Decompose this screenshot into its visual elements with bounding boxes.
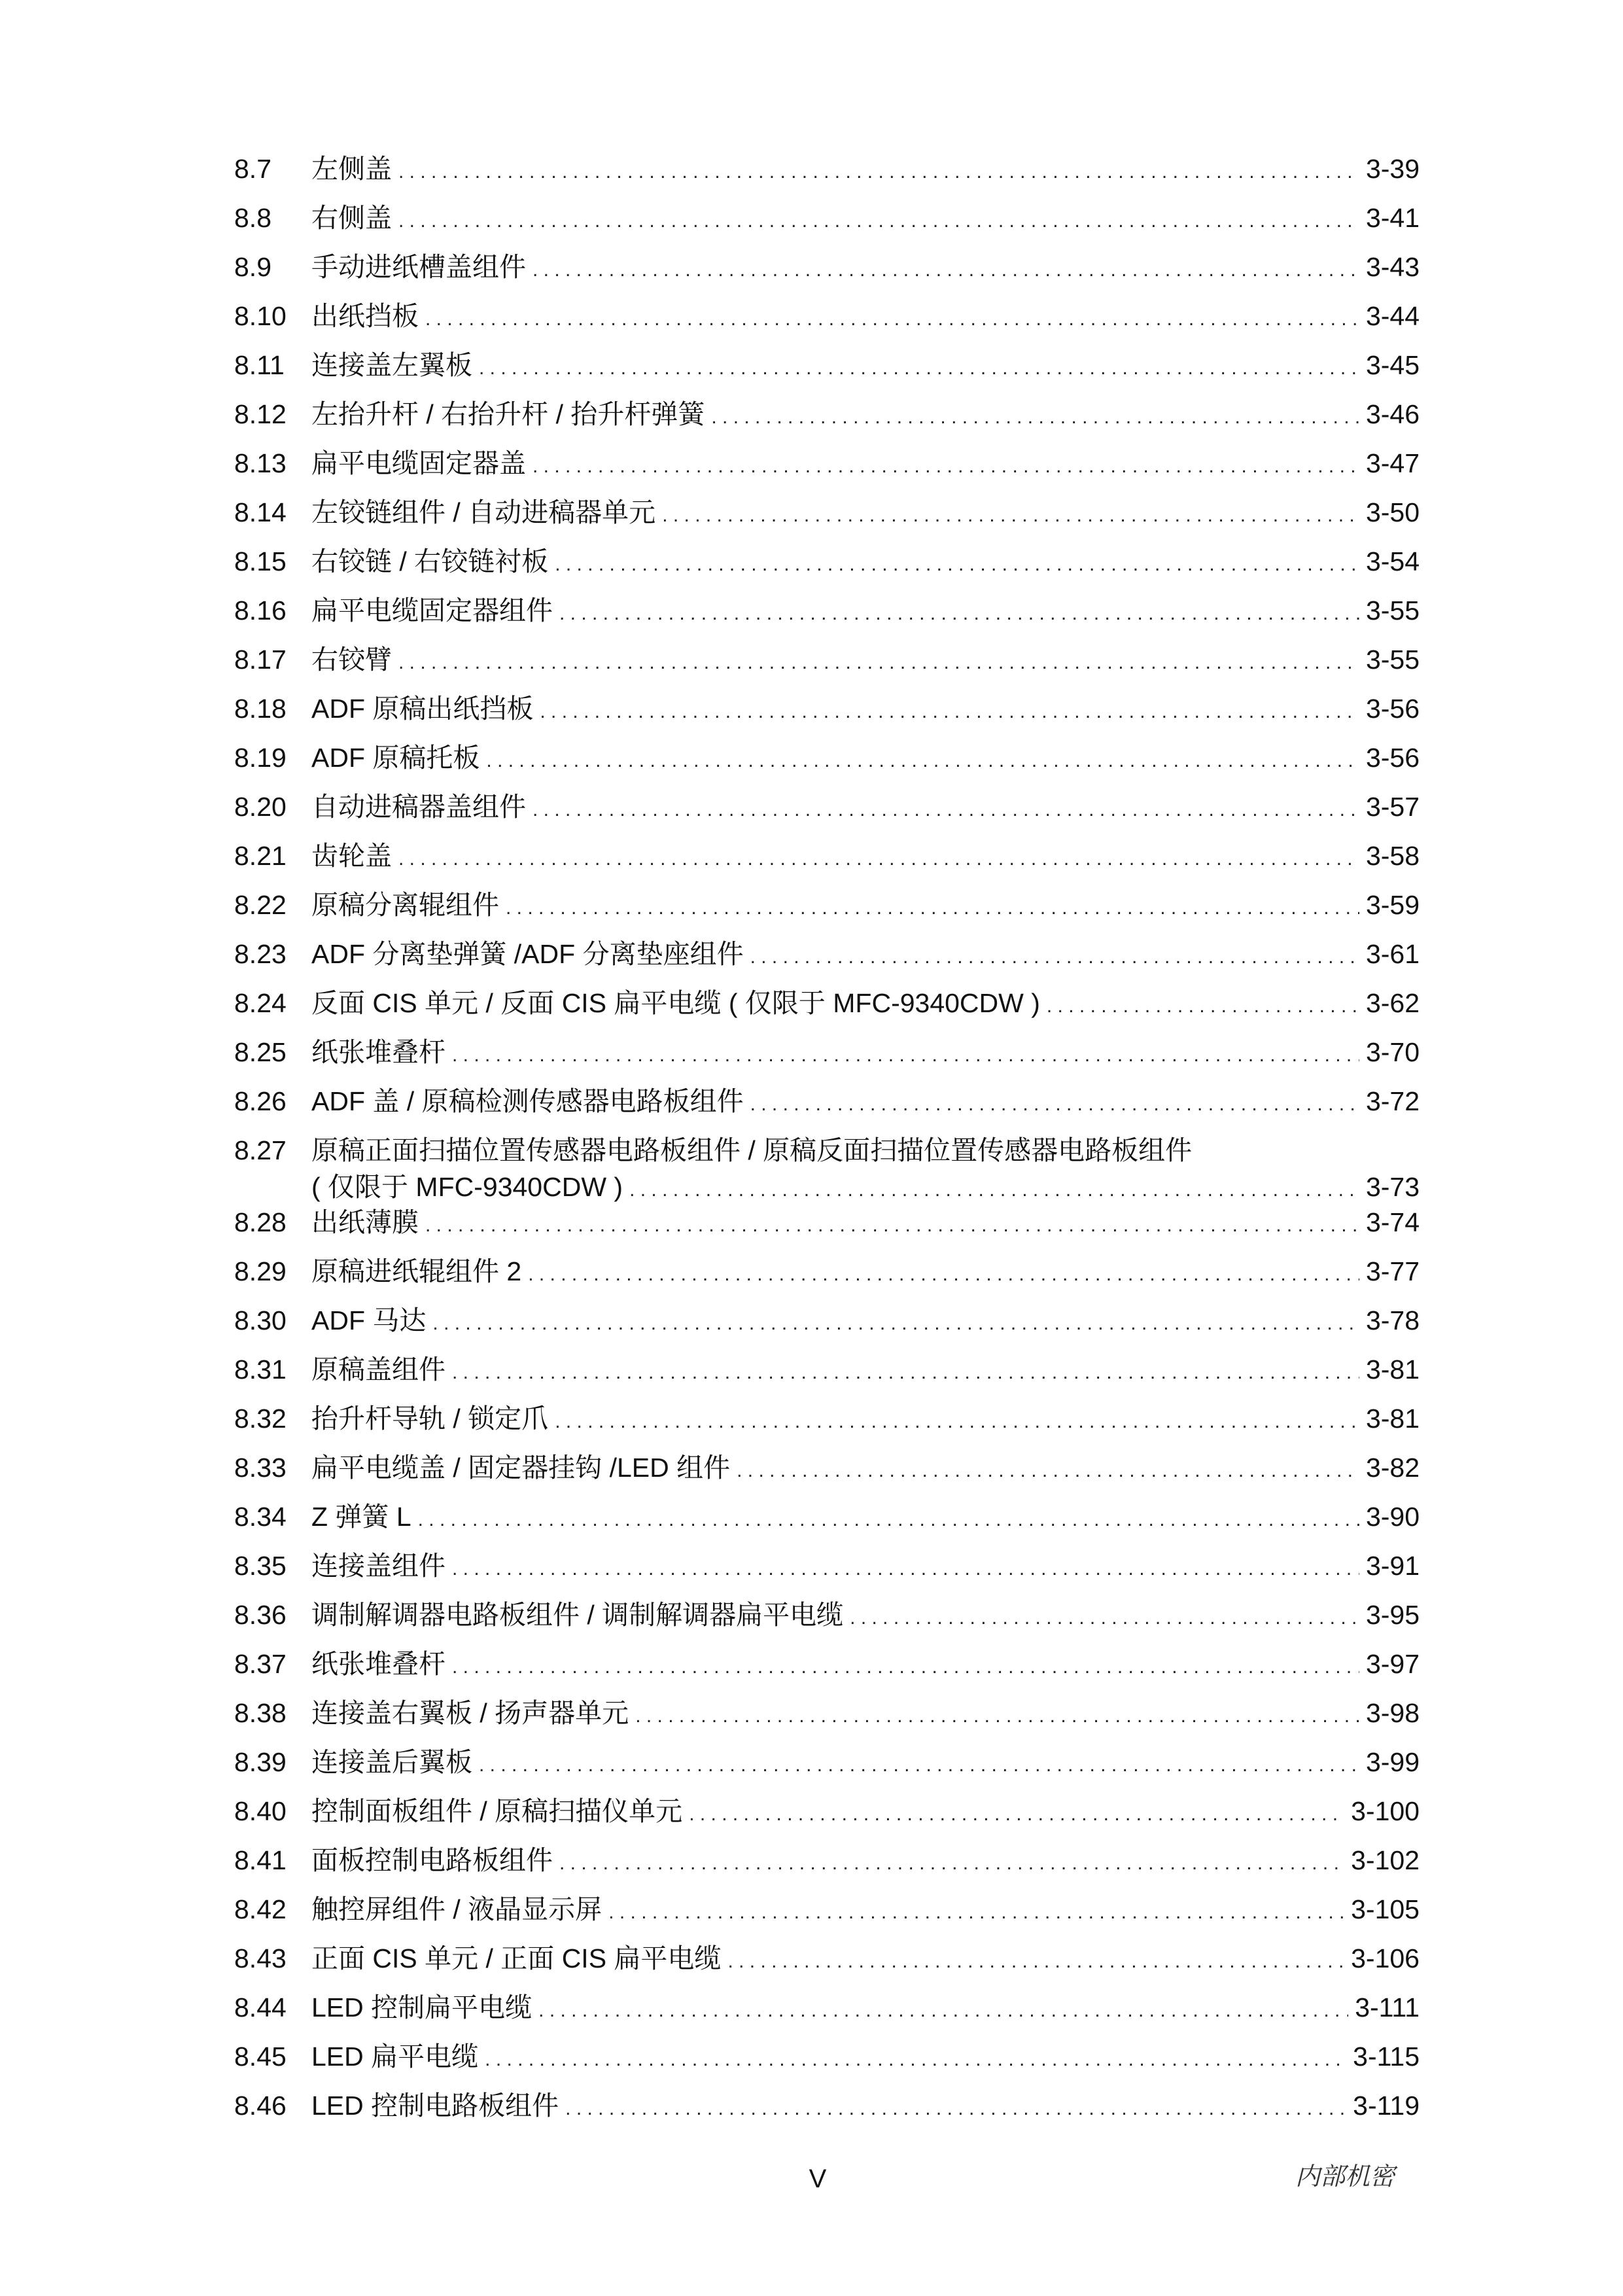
toc-entry-title: 左铰链组件 / 自动进稿器单元 — [311, 497, 656, 527]
toc-entry-page: 3-82 — [1365, 1453, 1420, 1483]
toc-dot-leader — [398, 149, 1359, 192]
toc-dot-leader — [711, 395, 1359, 437]
toc-dot-leader — [398, 640, 1359, 682]
toc-entry-page: 3-81 — [1365, 1354, 1420, 1385]
toc-entry-number: 8.26 — [234, 1086, 287, 1116]
toc-entry-page: 3-99 — [1365, 1747, 1420, 1777]
toc-dot-leader — [479, 1742, 1359, 1785]
toc-entry-body — [311, 542, 1420, 584]
toc-dot-leader — [479, 345, 1359, 388]
toc-entry-number: 8.25 — [234, 1037, 287, 1067]
toc-entry[interactable] — [234, 493, 1420, 542]
toc-entry-page: 3-54 — [1365, 546, 1420, 576]
toc-entry-title: ADF 原稿托板 — [311, 743, 480, 773]
toc-entry-body — [311, 1939, 1420, 1981]
toc-dot-leader — [528, 1252, 1359, 1294]
toc-entry-title: 连接盖组件 — [311, 1551, 445, 1581]
toc-entry-body — [311, 1252, 1420, 1294]
toc-dot-leader — [559, 591, 1359, 633]
toc-entry-body — [311, 1203, 1420, 1245]
toc-entry[interactable] — [234, 787, 1420, 836]
toc-entry-number: 8.21 — [234, 841, 287, 871]
toc-entry-title: 反面 CIS 单元 / 反面 CIS 扁平电缆 ( 仅限于 MFC-9340CDW ) — [311, 988, 1040, 1018]
toc-entry[interactable] — [234, 198, 1420, 247]
toc-entry[interactable] — [234, 1890, 1420, 1939]
toc-entry-number: 8.11 — [234, 350, 285, 380]
toc-entry-body — [311, 836, 1420, 879]
toc-list — [234, 1203, 1420, 2135]
toc-entry-title: 正面 CIS 单元 / 正面 CIS 扁平电缆 — [311, 1943, 722, 1973]
toc-entry[interactable] — [234, 1497, 1420, 1546]
toc-entry-title: LED 控制扁平电缆 — [311, 1992, 532, 2022]
toc-entry[interactable] — [234, 444, 1420, 493]
toc-entry-title: 调制解调器电路板组件 / 调制解调器扁平电缆 — [311, 1600, 844, 1630]
toc-entry-page: 3-119 — [1353, 2091, 1420, 2121]
footer-page-number: V — [809, 2164, 827, 2193]
toc-entry-number: 8.30 — [234, 1305, 287, 1335]
toc-entry-number: 8.40 — [234, 1796, 287, 1826]
toc-entry-title-line2: ( 仅限于 MFC-9340CDW ) — [311, 1172, 623, 1202]
toc-dot-leader — [418, 1497, 1359, 1540]
toc-dot-leader — [750, 1082, 1359, 1124]
toc-entry-number: 8.23 — [234, 939, 287, 969]
toc-entry[interactable] — [234, 983, 1420, 1033]
toc-entry[interactable] — [234, 1448, 1420, 1497]
toc-entry-page: 3-55 — [1365, 645, 1420, 675]
toc-entry[interactable] — [234, 345, 1420, 395]
toc-entry[interactable] — [234, 1350, 1420, 1399]
toc-entry-page: 3-61 — [1365, 939, 1420, 969]
toc-entry-page: 3-98 — [1365, 1698, 1420, 1728]
toc-entry-title: 扁平电缆固定器盖 — [311, 448, 526, 478]
toc-entry-body — [311, 738, 1420, 781]
toc-entry-body — [311, 1841, 1420, 1883]
toc-entry-page: 3-58 — [1365, 841, 1420, 871]
toc-entry-number: 8.18 — [234, 694, 287, 724]
toc-entry-page: 3-47 — [1365, 448, 1420, 478]
toc-dot-leader — [452, 1033, 1359, 1075]
toc-entry-number: 8.13 — [234, 448, 287, 478]
toc-entry[interactable] — [234, 1252, 1420, 1301]
toc-entry-body — [311, 2086, 1420, 2128]
toc-entry-body — [311, 1742, 1420, 1785]
toc-entry[interactable] — [234, 1792, 1420, 1841]
toc-entry-number: 8.10 — [234, 301, 287, 331]
toc-entry-page: 3-95 — [1365, 1600, 1420, 1630]
toc-entry-page: 3-41 — [1365, 203, 1420, 233]
toc-entry-number: 8.34 — [234, 1502, 287, 1532]
toc-dot-leader — [555, 542, 1359, 584]
toc-entry-body — [311, 296, 1420, 339]
toc-entry-8-27[interactable] — [234, 1131, 1420, 1203]
toc-entry-page: 3-81 — [1365, 1404, 1420, 1434]
toc-entry-page: 3-105 — [1351, 1894, 1420, 1924]
toc-entry-body — [311, 640, 1420, 682]
toc-entry-number: 8.20 — [234, 792, 287, 822]
toc-dot-leader — [425, 1203, 1359, 1245]
toc-entry-page: 3-77 — [1365, 1256, 1420, 1286]
toc-entry[interactable] — [234, 640, 1420, 689]
toc-entry-number: 8.8 — [234, 203, 271, 233]
toc-dot-leader — [540, 689, 1359, 732]
toc-entry-page: 3-45 — [1365, 350, 1420, 380]
toc-entry-body — [311, 1546, 1420, 1589]
toc-entry-title: 连接盖右翼板 / 扬声器单元 — [311, 1698, 629, 1728]
toc-dot-leader — [432, 1301, 1359, 1343]
toc-entry-title: 齿轮盖 — [311, 841, 392, 871]
toc-entry[interactable] — [234, 1546, 1420, 1595]
toc-entry[interactable] — [234, 1841, 1420, 1890]
toc-entry-body — [311, 1693, 1420, 1736]
toc-entry-body — [311, 247, 1420, 290]
toc-entry-body — [311, 1033, 1420, 1075]
toc-entry-page: 3-102 — [1351, 1845, 1420, 1875]
toc-dot-leader — [452, 1644, 1359, 1687]
toc-dot-leader — [398, 836, 1359, 879]
toc-entry-page: 3-90 — [1365, 1502, 1420, 1532]
toc-entry-body — [311, 1792, 1420, 1834]
toc-entry-title: 扁平电缆固定器组件 — [311, 595, 553, 626]
toc-dot-leader — [452, 1350, 1359, 1392]
toc-entry-title: 左侧盖 — [311, 154, 392, 184]
toc-entry-page: 3-115 — [1353, 2041, 1420, 2072]
toc-dot-leader — [750, 934, 1359, 977]
toc-entry-number: 8.12 — [234, 399, 287, 429]
toc-entry-page: 3-78 — [1365, 1305, 1420, 1335]
toc-dot-leader — [532, 247, 1359, 290]
toc-entry-title: 纸张堆叠杆 — [311, 1037, 445, 1067]
toc-dot-leader — [565, 2086, 1346, 2128]
toc-entry-body — [311, 983, 1420, 1026]
toc-entry-number: 8.37 — [234, 1649, 287, 1679]
toc-entry-body — [311, 2037, 1420, 2079]
toc-entry-title: 手动进纸槽盖组件 — [311, 252, 526, 282]
toc-dot-leader — [532, 444, 1359, 486]
toc-entry-body — [311, 1301, 1420, 1343]
toc-entry-page: 3-106 — [1351, 1943, 1420, 1973]
toc-entry[interactable] — [234, 1742, 1420, 1792]
toc-entry-number: 8.16 — [234, 595, 287, 626]
toc-entry-title: 自动进稿器盖组件 — [311, 792, 526, 822]
toc-dot-leader — [727, 1939, 1344, 1981]
toc-entry-body — [311, 1988, 1420, 2030]
toc-entry-page: 3-56 — [1365, 743, 1420, 773]
toc-entry-title: ADF 盖 / 原稿检测传感器电路板组件 — [311, 1086, 744, 1116]
toc-entry-number: 8.43 — [234, 1943, 287, 1973]
toc-entry-body — [311, 1497, 1420, 1540]
toc-entry-page: 3-70 — [1365, 1037, 1420, 1067]
toc-entry-number: 8.19 — [234, 743, 287, 773]
toc-entry-body — [311, 444, 1420, 486]
toc-entry[interactable] — [234, 1644, 1420, 1693]
toc-entry-page: 3-91 — [1365, 1551, 1420, 1581]
toc-entry-title: ADF 分离垫弹簧 /ADF 分离垫座组件 — [311, 939, 744, 969]
toc-entry-title: 左抬升杆 / 右抬升杆 / 抬升杆弹簧 — [311, 399, 705, 429]
toc-entry-page: 3-72 — [1365, 1086, 1420, 1116]
toc-entry-page: 3-62 — [1365, 988, 1420, 1018]
toc-entry[interactable] — [234, 296, 1420, 345]
toc-dot-leader — [850, 1595, 1359, 1638]
toc-entry-body — [311, 787, 1420, 830]
toc-dot-leader — [559, 1841, 1344, 1883]
toc-entry[interactable] — [234, 1301, 1420, 1350]
toc-entry-title: 触控屏组件 / 液晶显示屏 — [311, 1894, 602, 1924]
toc-entry-title: 原稿盖组件 — [311, 1354, 445, 1385]
toc-entry-body — [311, 591, 1420, 633]
toc-entry-body — [311, 493, 1420, 535]
toc-entry-body — [311, 1082, 1420, 1124]
toc-entry[interactable] — [234, 247, 1420, 296]
toc-entry[interactable] — [234, 1203, 1420, 1252]
toc-entry-page: 3-39 — [1365, 154, 1420, 184]
toc-entry-page: 3-57 — [1365, 792, 1420, 822]
toc-entry[interactable] — [234, 738, 1420, 787]
confidential-mark: 内部机密 — [1295, 2162, 1395, 2191]
toc-entry[interactable] — [234, 542, 1420, 591]
toc-entry-page: 3-73 — [1365, 1172, 1420, 1202]
toc-entry[interactable] — [234, 1988, 1420, 2037]
toc-entry-number: 8.33 — [234, 1453, 287, 1483]
toc-dot-leader — [398, 198, 1359, 241]
toc-entry-number: 8.35 — [234, 1551, 287, 1581]
toc-entry-title: 右铰臂 — [311, 645, 392, 675]
toc-entry[interactable] — [234, 836, 1420, 885]
toc-entry-title: ADF 原稿出纸挡板 — [311, 694, 534, 724]
toc-entry[interactable] — [234, 1082, 1420, 1131]
toc-entry-body — [311, 198, 1420, 241]
toc-entry-title: 控制面板组件 / 原稿扫描仪单元 — [311, 1796, 683, 1826]
toc-entry[interactable] — [234, 689, 1420, 738]
toc-entry-number: 8.44 — [234, 1992, 287, 2022]
toc-entry-page: 3-111 — [1355, 1992, 1420, 2022]
toc-entry-title: 原稿分离辊组件 — [311, 890, 499, 920]
toc-entry-title: LED 扁平电缆 — [311, 2041, 479, 2072]
toc-entry[interactable] — [234, 2037, 1420, 2086]
toc-dot-leader — [608, 1890, 1344, 1932]
toc-entry[interactable] — [234, 1939, 1420, 1988]
toc-entry[interactable] — [234, 885, 1420, 934]
toc-dot-leader — [555, 1399, 1359, 1441]
toc-entry[interactable] — [234, 2086, 1420, 2135]
toc-entry-page: 3-50 — [1365, 497, 1420, 527]
toc-entry-title: 出纸挡板 — [311, 301, 419, 331]
toc-entry-number: 8.7 — [234, 154, 271, 184]
toc-entry-title: 纸张堆叠杆 — [311, 1649, 445, 1679]
table-of-contents — [234, 149, 1420, 2135]
toc-entry-title: 连接盖左翼板 — [311, 350, 472, 380]
toc-entry-page: 3-43 — [1365, 252, 1420, 282]
toc-entry-body — [311, 395, 1420, 437]
toc-entry[interactable] — [234, 395, 1420, 444]
toc-entry-title: 右铰链 / 右铰链衬板 — [311, 546, 549, 576]
toc-dot-leader — [506, 885, 1359, 928]
toc-dot-leader — [485, 2037, 1346, 2079]
toc-dot-leader — [452, 1546, 1359, 1589]
toc-entry-title: 面板控制电路板组件 — [311, 1845, 553, 1875]
toc-entry[interactable] — [234, 1595, 1420, 1644]
toc-entry-number: 8.41 — [234, 1845, 287, 1875]
toc-entry-title: 原稿进纸辊组件 2 — [311, 1256, 522, 1286]
toc-entry-body — [311, 934, 1420, 977]
toc-dot-leader — [635, 1693, 1359, 1736]
toc-entry-title: 出纸薄膜 — [311, 1207, 419, 1237]
toc-entry-body — [311, 689, 1420, 732]
toc-entry-page: 3-97 — [1365, 1649, 1420, 1679]
toc-entry-body — [311, 1890, 1420, 1932]
toc-entry-number: 8.42 — [234, 1894, 287, 1924]
toc-entry-title: LED 控制电路板组件 — [311, 2091, 559, 2121]
toc-dot-leader — [689, 1792, 1344, 1834]
toc-entry-number: 8.39 — [234, 1747, 287, 1777]
toc-entry-page: 3-100 — [1351, 1796, 1420, 1826]
toc-entry-number: 8.24 — [234, 988, 287, 1018]
toc-entry-number: 8.36 — [234, 1600, 287, 1630]
toc-entry-number: 8.27 — [234, 1135, 287, 1165]
toc-entry-title: 连接盖后翼板 — [311, 1747, 472, 1777]
toc-entry-title: 扁平电缆盖 / 固定器挂钩 /LED 组件 — [311, 1453, 731, 1483]
toc-entry-number: 8.38 — [234, 1698, 287, 1728]
toc-entry-body — [311, 885, 1420, 928]
toc-list — [234, 149, 1420, 1131]
toc-entry-number: 8.32 — [234, 1404, 287, 1434]
toc-entry[interactable] — [234, 934, 1420, 983]
toc-entry-page: 3-74 — [1365, 1207, 1420, 1237]
toc-entry-number: 8.31 — [234, 1354, 287, 1385]
toc-entry[interactable] — [234, 591, 1420, 640]
toc-dot-leader — [486, 738, 1359, 781]
toc-dot-leader — [1047, 983, 1359, 1026]
toc-entry-number: 8.28 — [234, 1207, 287, 1237]
toc-entry-title: Z 弹簧 L — [311, 1502, 411, 1532]
toc-entry-title: 右侧盖 — [311, 203, 392, 233]
toc-entry-title-line1: 原稿正面扫描位置传感器电路板组件 / 原稿反面扫描位置传感器电路板组件 — [311, 1135, 1193, 1165]
toc-entry-body — [311, 1399, 1420, 1441]
toc-entry-number: 8.45 — [234, 2041, 287, 2072]
toc-entry-number: 8.9 — [234, 252, 271, 282]
toc-entry-page: 3-59 — [1365, 890, 1420, 920]
toc-entry-body — [311, 149, 1420, 192]
toc-entry-number: 8.14 — [234, 497, 287, 527]
toc-entry-body — [311, 1448, 1420, 1491]
toc-dot-leader — [662, 493, 1359, 535]
toc-entry-page: 3-56 — [1365, 694, 1420, 724]
toc-entry-number: 8.17 — [234, 645, 287, 675]
toc-entry-title: ADF 马达 — [311, 1305, 427, 1335]
toc-dot-leader — [737, 1448, 1359, 1491]
toc-dot-leader — [532, 787, 1359, 830]
toc-entry-body — [311, 1133, 1420, 1210]
toc-entry-number: 8.29 — [234, 1256, 287, 1286]
toc-entry-body — [311, 345, 1420, 388]
toc-entry-page: 3-44 — [1365, 301, 1420, 331]
toc-entry[interactable] — [234, 1033, 1420, 1082]
toc-entry-body — [311, 1350, 1420, 1392]
toc-entry-number: 8.22 — [234, 890, 287, 920]
toc-entry-number: 8.15 — [234, 546, 287, 576]
toc-dot-leader — [425, 296, 1359, 339]
toc-entry-body — [311, 1595, 1420, 1638]
toc-entry-number: 8.46 — [234, 2091, 287, 2121]
toc-entry-page: 3-46 — [1365, 399, 1420, 429]
toc-entry-body — [311, 1644, 1420, 1687]
toc-entry[interactable] — [234, 149, 1420, 198]
toc-entry[interactable] — [234, 1399, 1420, 1448]
toc-entry-title: 抬升杆导轨 / 锁定爪 — [311, 1404, 549, 1434]
toc-entry[interactable] — [234, 1693, 1420, 1742]
toc-entry-page: 3-55 — [1365, 595, 1420, 626]
toc-dot-leader — [538, 1988, 1348, 2030]
